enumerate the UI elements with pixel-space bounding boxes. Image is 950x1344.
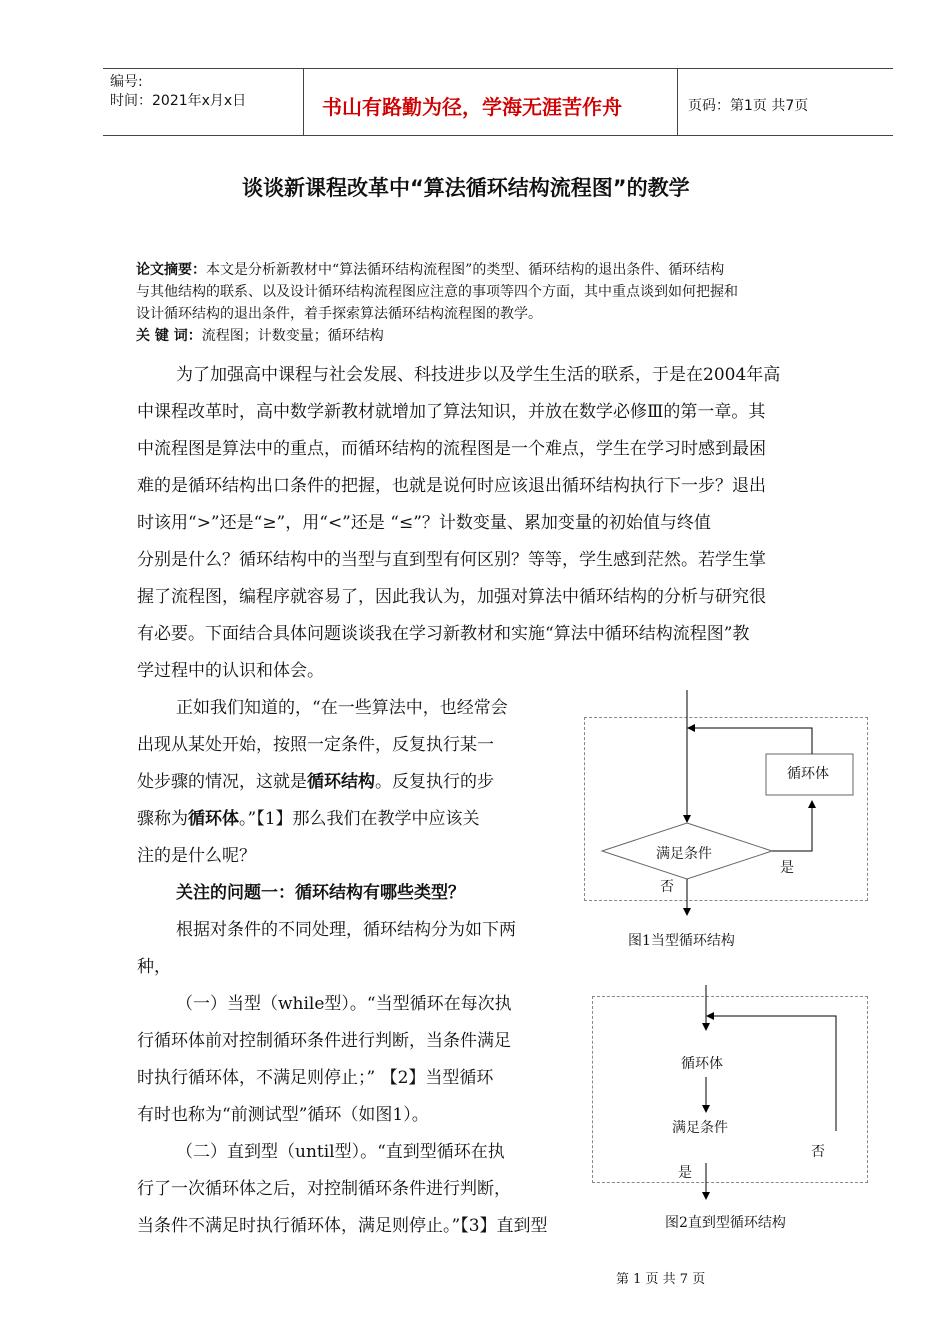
p4-line: 时执行循环体，不满足则停止；” 【2】当型循环 <box>137 1068 494 1088</box>
number-label: 编号: <box>110 74 143 90</box>
abstract-line-1: 本文是分析新教材中“算法循环结构流程图”的类型、循环结构的退出条件、循环结构 <box>206 262 725 278</box>
p1-line: 难的是循环结构出口条件的把握，也就是说何时应该退出循环结构执行下一步？退出 <box>137 476 766 496</box>
abstract-label: 论文摘要： <box>136 262 206 278</box>
figure-1-flowchart <box>584 690 874 920</box>
time-label: 时间：2021年x月x日 <box>110 93 247 109</box>
yes-arrow <box>772 802 812 851</box>
p5-line: （二）直到型（until型）。“直到型循环在执 <box>176 1142 505 1162</box>
p4-line: 行循环体前对控制循环条件进行判断，当条件满足 <box>137 1031 511 1051</box>
p2-line: 出现从某处开始，按照一定条件，反复执行某一 <box>137 735 494 755</box>
header-motto: 书山有路勤为径，学海无涯苦作舟 <box>322 95 622 119</box>
p1-line: 中课程改革时，高中数学新教材就增加了算法知识，并放在数学必修Ⅲ的第一章。其 <box>137 402 766 422</box>
p1-line: 时该用“>”还是“≥”，用“<”还是 “≤”？计数变量、累加变量的初始值与终值 <box>137 513 711 533</box>
figure-1-caption: 图1当型循环结构 <box>628 933 735 949</box>
fig1-yes-label: 是 <box>780 860 794 876</box>
p2-line <box>137 767 494 792</box>
page-footer: 第 1 页 共 7 页 <box>616 1272 706 1287</box>
p3-line: 种， <box>137 957 171 977</box>
term-loop-body: 循环体 <box>188 809 239 829</box>
p2-text: 。”【1】那么我们在教学中应该关 <box>239 809 480 829</box>
figure-2-flowchart <box>592 985 872 1205</box>
page-title: 谈谈新课程改革中“算法循环结构流程图”的教学 <box>242 176 690 200</box>
fig2-yes-label: 是 <box>678 1165 692 1181</box>
p1-line: 学过程中的认识和体会。 <box>137 661 324 681</box>
header-top-rule <box>103 68 893 69</box>
p4-line: 有时也称为“前测试型”循环（如图1）。 <box>137 1105 429 1125</box>
p5-line: 行了一次循环体之后，对控制循环条件进行判断， <box>137 1179 511 1199</box>
fig1-no-label: 否 <box>660 879 674 895</box>
p2-text: 。反复执行的步 <box>375 772 494 792</box>
fig2-no-label: 否 <box>811 1144 825 1160</box>
p1-line: 中流程图是算法中的重点，而循环结构的流程图是一个难点，学生在学习时感到最困 <box>137 439 766 459</box>
p1-line: 握了流程图，编程序就容易了，因此我认为，加强对算法中循环结构的分析与研究很 <box>137 587 766 607</box>
keywords-text: 流程图；计数变量；循环结构 <box>201 328 384 344</box>
p2-text: 骤称为 <box>137 809 188 829</box>
fig1-loop-body-label: 循环体 <box>787 766 829 782</box>
question-1-heading: 关注的问题一：循环结构有哪些类型？ <box>176 883 465 903</box>
keywords-label: 关 键 词： <box>136 328 202 344</box>
p2-line <box>137 804 480 829</box>
term-loop-structure: 循环结构 <box>307 772 375 792</box>
fig2-condition-label: 满足条件 <box>672 1120 728 1136</box>
p1-line: 有必要。下面结合具体问题谈谈我在学习新教材和实施“算法中循环结构流程图”教 <box>137 624 750 644</box>
p5-line: 当条件不满足时执行循环体，满足则停止。”【3】直到型 <box>137 1216 548 1236</box>
fig1-condition-label: 满足条件 <box>656 846 712 862</box>
p2-text: 处步骤的情况，这就是 <box>137 772 307 792</box>
p4-line: （一）当型（while型）。“当型循环在每次执 <box>176 994 512 1014</box>
fig2-loop-body-label: 循环体 <box>681 1056 723 1072</box>
return-arrow <box>689 728 812 754</box>
p2-line: 正如我们知道的，“在一些算法中，也经常会 <box>176 698 508 718</box>
header-divider-right <box>677 68 678 135</box>
abstract-line-3: 设计循环结构的退出条件，着手探索算法循环结构流程图的教学。 <box>136 306 542 322</box>
p2-line: 注的是什么呢？ <box>137 846 256 866</box>
abstract <box>136 259 866 347</box>
header-divider-left <box>303 68 304 135</box>
abstract-line-2: 与其他结构的联系、以及设计循环结构流程图应注意的事项等四个方面，其中重点谈到如何把握和 <box>136 284 738 300</box>
page-info: 页码：第1页 共7页 <box>688 98 809 114</box>
p1-line: 为了加强高中课程与社会发展、科技进步以及学生生活的联系，于是在2004年高 <box>176 365 781 385</box>
p3-line: 根据对条件的不同处理，循环结构分为如下两 <box>176 920 516 940</box>
header-bottom-rule <box>103 135 893 136</box>
p1-line: 分别是什么？循环结构中的当型与直到型有何区别？等等，学生感到茫然。若学生掌 <box>137 550 766 570</box>
figure-2-caption: 图2直到型循环结构 <box>665 1215 786 1231</box>
return-arrow <box>708 1016 836 1131</box>
